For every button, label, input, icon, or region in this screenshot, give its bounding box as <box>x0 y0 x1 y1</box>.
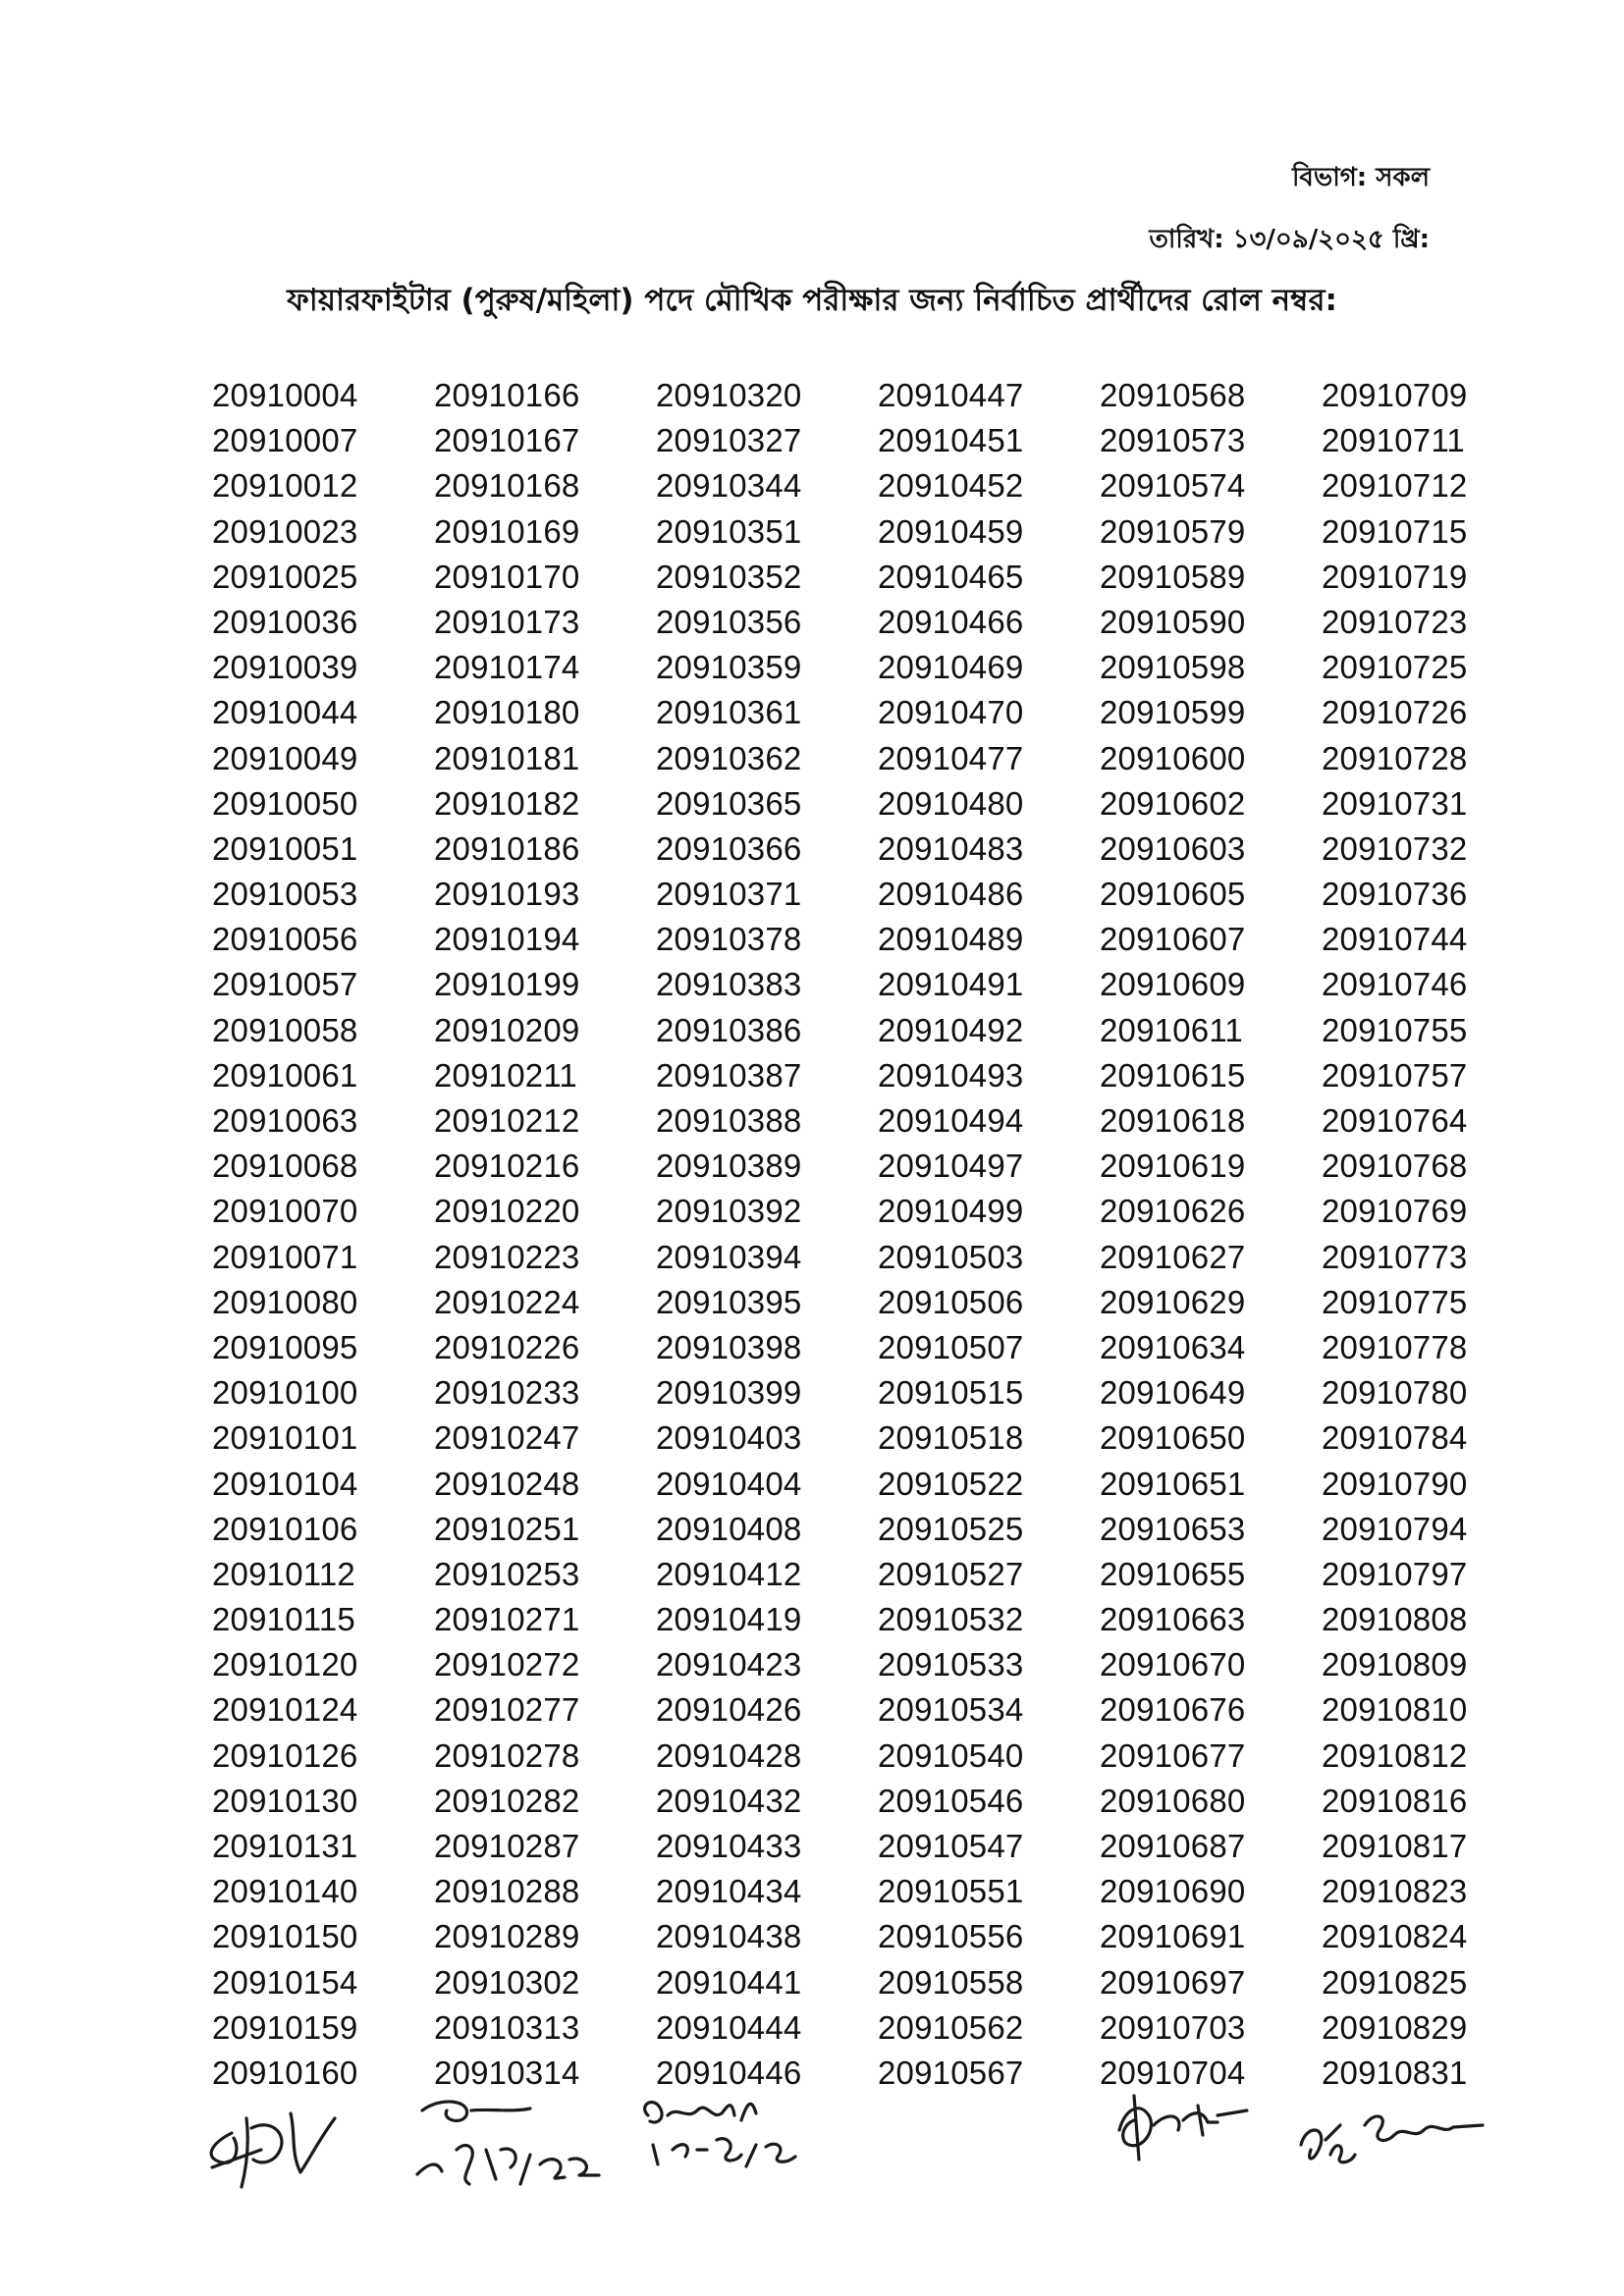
roll-number: 20910690 <box>1100 1873 1246 1910</box>
roll-number: 20910746 <box>1322 966 1468 1003</box>
roll-number: 20910272 <box>434 1646 580 1683</box>
roll-number: 20910386 <box>656 1011 802 1048</box>
roll-number: 20910314 <box>434 2054 580 2091</box>
roll-number: 20910053 <box>212 876 358 913</box>
roll-number: 20910711 <box>1322 422 1465 459</box>
roll-number: 20910124 <box>212 1691 358 1729</box>
roll-number: 20910356 <box>656 603 802 640</box>
roll-number: 20910650 <box>1100 1419 1246 1457</box>
roll-number: 20910403 <box>656 1419 802 1457</box>
roll-number: 20910515 <box>878 1374 1024 1412</box>
roll-number: 20910395 <box>656 1283 802 1320</box>
roll-number: 20910494 <box>878 1102 1024 1139</box>
roll-number: 20910388 <box>656 1102 802 1139</box>
roll-number: 20910428 <box>656 1736 802 1774</box>
roll-number: 20910320 <box>656 377 802 413</box>
roll-number: 20910120 <box>212 1646 358 1683</box>
roll-number: 20910825 <box>1322 1963 1468 2001</box>
roll-number-table <box>212 373 1543 2096</box>
roll-number: 20910493 <box>878 1056 1024 1094</box>
roll-number: 20910600 <box>1100 739 1246 776</box>
roll-number: 20910278 <box>434 1736 580 1774</box>
roll-number: 20910598 <box>1100 649 1246 686</box>
roll-number: 20910507 <box>878 1328 1024 1365</box>
roll-number: 20910607 <box>1100 921 1246 958</box>
roll-number: 20910080 <box>212 1283 358 1320</box>
roll-number: 20910503 <box>878 1238 1024 1275</box>
roll-number: 20910465 <box>878 558 1024 595</box>
roll-number: 20910036 <box>212 603 358 640</box>
roll-number: 20910579 <box>1100 512 1246 550</box>
roll-number: 20910408 <box>656 1510 802 1547</box>
roll-number: 20910313 <box>434 2008 580 2046</box>
roll-number: 20910676 <box>1100 1691 1246 1729</box>
roll-number: 20910736 <box>1322 876 1468 913</box>
roll-number: 20910573 <box>1100 422 1246 459</box>
roll-number: 20910506 <box>878 1283 1024 1320</box>
roll-number: 20910193 <box>434 876 580 913</box>
roll-number: 20910023 <box>212 512 358 550</box>
roll-number: 20910289 <box>434 1918 580 1955</box>
roll-number: 20910216 <box>434 1148 580 1185</box>
roll-number: 20910518 <box>878 1419 1024 1457</box>
roll-number: 20910112 <box>212 1555 355 1592</box>
roll-number: 20910095 <box>212 1328 358 1365</box>
roll-number: 20910627 <box>1100 1238 1246 1275</box>
roll-number: 20910611 <box>1100 1011 1243 1048</box>
roll-number: 20910764 <box>1322 1102 1468 1139</box>
roll-column-2 <box>434 373 656 2096</box>
roll-number: 20910173 <box>434 603 580 640</box>
signature-3-icon <box>628 2086 835 2174</box>
roll-number: 20910362 <box>656 739 802 776</box>
date-label: তারিখ: ১৩/০৯/২০২৫ খ্রি: <box>1149 225 1430 254</box>
roll-number: 20910629 <box>1100 1283 1246 1320</box>
roll-number: 20910049 <box>212 739 358 776</box>
roll-number: 20910426 <box>656 1691 802 1729</box>
roll-number: 20910327 <box>656 422 802 459</box>
roll-number: 20910101 <box>212 1419 358 1457</box>
roll-number: 20910477 <box>878 739 1024 776</box>
roll-number: 20910589 <box>1100 558 1246 595</box>
roll-number: 20910533 <box>878 1646 1024 1683</box>
roll-number: 20910233 <box>434 1374 580 1412</box>
roll-number: 20910057 <box>212 966 358 1003</box>
roll-number: 20910704 <box>1100 2054 1246 2091</box>
roll-number: 20910469 <box>878 649 1024 686</box>
roll-number: 20910480 <box>878 784 1024 822</box>
roll-number: 20910744 <box>1322 921 1468 958</box>
roll-number: 20910063 <box>212 1102 358 1139</box>
roll-number: 20910194 <box>434 921 580 958</box>
roll-number: 20910626 <box>1100 1193 1246 1230</box>
roll-number: 20910663 <box>1100 1601 1246 1638</box>
roll-number: 20910534 <box>878 1691 1024 1729</box>
roll-number: 20910251 <box>434 1510 580 1547</box>
roll-number: 20910794 <box>1322 1510 1468 1547</box>
document-title: ফায়ারফাইটার (পুরুষ/মহিলা) পদে মৌখিক পরীক্ষার জন্য নির্বাচিত প্রার্থীদের রোল নম্বর: <box>287 283 1337 318</box>
roll-number: 20910808 <box>1322 1601 1468 1638</box>
roll-number: 20910447 <box>878 377 1024 413</box>
roll-number: 20910226 <box>434 1328 580 1365</box>
roll-number: 20910115 <box>212 1601 355 1638</box>
roll-number: 20910732 <box>1322 829 1468 867</box>
roll-number: 20910182 <box>434 784 580 822</box>
roll-number: 20910466 <box>878 603 1024 640</box>
roll-number: 20910044 <box>212 694 358 731</box>
roll-number: 20910070 <box>212 1193 358 1230</box>
roll-number: 20910726 <box>1322 694 1468 731</box>
roll-number: 20910344 <box>656 467 802 505</box>
roll-number: 20910556 <box>878 1918 1024 1955</box>
roll-number: 20910567 <box>878 2054 1024 2091</box>
roll-number: 20910361 <box>656 694 802 731</box>
roll-number: 20910551 <box>878 1873 1024 1910</box>
roll-number: 20910167 <box>434 422 580 459</box>
roll-number: 20910483 <box>878 829 1024 867</box>
roll-number: 20910499 <box>878 1193 1024 1230</box>
roll-number: 20910715 <box>1322 512 1468 550</box>
roll-number: 20910169 <box>434 512 580 550</box>
roll-column-6 <box>1322 373 1543 2096</box>
roll-number: 20910603 <box>1100 829 1246 867</box>
roll-number: 20910056 <box>212 921 358 958</box>
roll-number: 20910174 <box>434 649 580 686</box>
roll-number: 20910211 <box>434 1056 577 1094</box>
roll-number: 20910007 <box>212 422 358 459</box>
roll-number: 20910816 <box>1322 1782 1468 1819</box>
roll-number: 20910769 <box>1322 1193 1468 1230</box>
roll-number: 20910532 <box>878 1601 1024 1638</box>
roll-number: 20910615 <box>1100 1056 1246 1094</box>
roll-number: 20910404 <box>656 1465 802 1502</box>
roll-number: 20910574 <box>1100 467 1246 505</box>
roll-number: 20910106 <box>212 1510 358 1547</box>
roll-number: 20910168 <box>434 467 580 505</box>
roll-number: 20910433 <box>656 1828 802 1864</box>
roll-number: 20910253 <box>434 1555 580 1592</box>
roll-number: 20910703 <box>1100 2008 1246 2046</box>
roll-number: 20910649 <box>1100 1374 1246 1412</box>
roll-number: 20910160 <box>212 2054 358 2091</box>
roll-number: 20910605 <box>1100 876 1246 913</box>
roll-number: 20910365 <box>656 784 802 822</box>
roll-number: 20910223 <box>434 1238 580 1275</box>
roll-number: 20910392 <box>656 1193 802 1230</box>
roll-number: 20910568 <box>1100 377 1246 413</box>
roll-number: 20910809 <box>1322 1646 1468 1683</box>
roll-number: 20910712 <box>1322 467 1468 505</box>
roll-number: 20910634 <box>1100 1328 1246 1365</box>
roll-number: 20910687 <box>1100 1828 1246 1864</box>
roll-number: 20910486 <box>878 876 1024 913</box>
roll-number: 20910602 <box>1100 784 1246 822</box>
roll-number: 20910831 <box>1322 2054 1468 2091</box>
roll-column-4 <box>878 373 1100 2096</box>
roll-number: 20910558 <box>878 1963 1024 2001</box>
roll-number: 20910829 <box>1322 2008 1468 2046</box>
roll-number: 20910618 <box>1100 1102 1246 1139</box>
roll-number: 20910547 <box>878 1828 1024 1864</box>
roll-number: 20910441 <box>656 1963 802 2001</box>
roll-number: 20910068 <box>212 1148 358 1185</box>
roll-number: 20910609 <box>1100 966 1246 1003</box>
roll-number: 20910527 <box>878 1555 1024 1592</box>
roll-number: 20910399 <box>656 1374 802 1412</box>
roll-number: 20910723 <box>1322 603 1468 640</box>
roll-number: 20910058 <box>212 1011 358 1048</box>
roll-number: 20910351 <box>656 512 802 550</box>
roll-number: 20910780 <box>1322 1374 1468 1412</box>
roll-number: 20910071 <box>212 1238 358 1275</box>
roll-number: 20910725 <box>1322 649 1468 686</box>
roll-number: 20910352 <box>656 558 802 595</box>
roll-number: 20910051 <box>212 829 358 867</box>
roll-number: 20910154 <box>212 1963 358 2001</box>
roll-number: 20910394 <box>656 1238 802 1275</box>
roll-number: 20910823 <box>1322 1873 1468 1910</box>
roll-number: 20910768 <box>1322 1148 1468 1185</box>
roll-number: 20910387 <box>656 1056 802 1094</box>
roll-number: 20910522 <box>878 1465 1024 1502</box>
roll-number: 20910181 <box>434 739 580 776</box>
roll-number: 20910170 <box>434 558 580 595</box>
roll-number: 20910366 <box>656 829 802 867</box>
roll-number: 20910810 <box>1322 1691 1468 1729</box>
roll-number: 20910497 <box>878 1148 1024 1185</box>
roll-number: 20910180 <box>434 694 580 731</box>
roll-number: 20910131 <box>212 1828 358 1864</box>
roll-number: 20910419 <box>656 1601 802 1638</box>
signature-4-icon <box>1100 2081 1257 2169</box>
roll-number: 20910039 <box>212 649 358 686</box>
roll-number: 20910186 <box>434 829 580 867</box>
roll-number: 20910731 <box>1322 784 1468 822</box>
signature-2-icon <box>403 2081 619 2199</box>
department-label: বিভাগ: সকল <box>1291 163 1430 192</box>
roll-number: 20910446 <box>656 2054 802 2091</box>
roll-number: 20910755 <box>1322 1011 1468 1048</box>
roll-number: 20910025 <box>212 558 358 595</box>
roll-number: 20910212 <box>434 1102 580 1139</box>
roll-number: 20910061 <box>212 1056 358 1094</box>
roll-number: 20910209 <box>434 1011 580 1048</box>
roll-number: 20910599 <box>1100 694 1246 731</box>
signature-1-icon <box>192 2089 359 2197</box>
roll-number: 20910451 <box>878 422 1024 459</box>
roll-number: 20910651 <box>1100 1465 1246 1502</box>
roll-number: 20910697 <box>1100 1963 1246 2001</box>
roll-number: 20910709 <box>1322 377 1468 413</box>
roll-number: 20910248 <box>434 1465 580 1502</box>
roll-number: 20910728 <box>1322 739 1468 776</box>
roll-number: 20910773 <box>1322 1238 1468 1275</box>
roll-number: 20910680 <box>1100 1782 1246 1819</box>
roll-number: 20910224 <box>434 1283 580 1320</box>
roll-number: 20910797 <box>1322 1555 1468 1592</box>
roll-number: 20910691 <box>1100 1918 1246 1955</box>
roll-number: 20910383 <box>656 966 802 1003</box>
roll-number: 20910619 <box>1100 1148 1246 1185</box>
roll-number: 20910423 <box>656 1646 802 1683</box>
roll-number: 20910104 <box>212 1465 358 1502</box>
roll-number: 20910491 <box>878 966 1024 1003</box>
roll-number: 20910012 <box>212 467 358 505</box>
roll-number: 20910282 <box>434 1782 580 1819</box>
roll-number: 20910590 <box>1100 603 1246 640</box>
roll-number: 20910302 <box>434 1963 580 2001</box>
roll-number: 20910389 <box>656 1148 802 1185</box>
roll-number: 20910359 <box>656 649 802 686</box>
roll-number: 20910166 <box>434 377 580 413</box>
roll-number: 20910434 <box>656 1873 802 1910</box>
roll-number: 20910140 <box>212 1873 358 1910</box>
roll-number: 20910412 <box>656 1555 802 1592</box>
roll-number: 20910432 <box>656 1782 802 1819</box>
roll-number: 20910817 <box>1322 1828 1468 1864</box>
roll-number: 20910277 <box>434 1691 580 1729</box>
roll-number: 20910757 <box>1322 1056 1468 1094</box>
signature-5-icon <box>1286 2086 1502 2184</box>
roll-number: 20910525 <box>878 1510 1024 1547</box>
roll-number: 20910444 <box>656 2008 802 2046</box>
roll-number: 20910271 <box>434 1601 580 1638</box>
roll-number: 20910546 <box>878 1782 1024 1819</box>
roll-number: 20910812 <box>1322 1736 1468 1774</box>
roll-number: 20910438 <box>656 1918 802 1955</box>
roll-number: 20910775 <box>1322 1283 1468 1320</box>
roll-number: 20910653 <box>1100 1510 1246 1547</box>
roll-number: 20910126 <box>212 1736 358 1774</box>
roll-column-1 <box>212 373 434 2096</box>
roll-number: 20910784 <box>1322 1419 1468 1457</box>
roll-number: 20910150 <box>212 1918 358 1955</box>
roll-number: 20910470 <box>878 694 1024 731</box>
roll-column-5 <box>1100 373 1322 2096</box>
roll-number: 20910719 <box>1322 558 1468 595</box>
roll-number: 20910199 <box>434 966 580 1003</box>
roll-number: 20910100 <box>212 1374 358 1412</box>
roll-number: 20910004 <box>212 377 358 413</box>
roll-number: 20910220 <box>434 1193 580 1230</box>
roll-number: 20910492 <box>878 1011 1024 1048</box>
roll-number: 20910459 <box>878 512 1024 550</box>
roll-number: 20910489 <box>878 921 1024 958</box>
roll-number: 20910288 <box>434 1873 580 1910</box>
roll-number: 20910824 <box>1322 1918 1468 1955</box>
roll-number: 20910371 <box>656 876 802 913</box>
roll-number: 20910050 <box>212 784 358 822</box>
roll-number: 20910159 <box>212 2008 358 2046</box>
roll-number: 20910540 <box>878 1736 1024 1774</box>
roll-column-3 <box>656 373 878 2096</box>
roll-number: 20910677 <box>1100 1736 1246 1774</box>
roll-number: 20910790 <box>1322 1465 1468 1502</box>
roll-number: 20910670 <box>1100 1646 1246 1683</box>
roll-number: 20910398 <box>656 1328 802 1365</box>
roll-number: 20910562 <box>878 2008 1024 2046</box>
roll-number: 20910655 <box>1100 1555 1246 1592</box>
roll-number: 20910452 <box>878 467 1024 505</box>
roll-number: 20910778 <box>1322 1328 1468 1365</box>
roll-number: 20910130 <box>212 1782 358 1819</box>
roll-number: 20910378 <box>656 921 802 958</box>
roll-number: 20910287 <box>434 1828 580 1864</box>
roll-number: 20910247 <box>434 1419 580 1457</box>
